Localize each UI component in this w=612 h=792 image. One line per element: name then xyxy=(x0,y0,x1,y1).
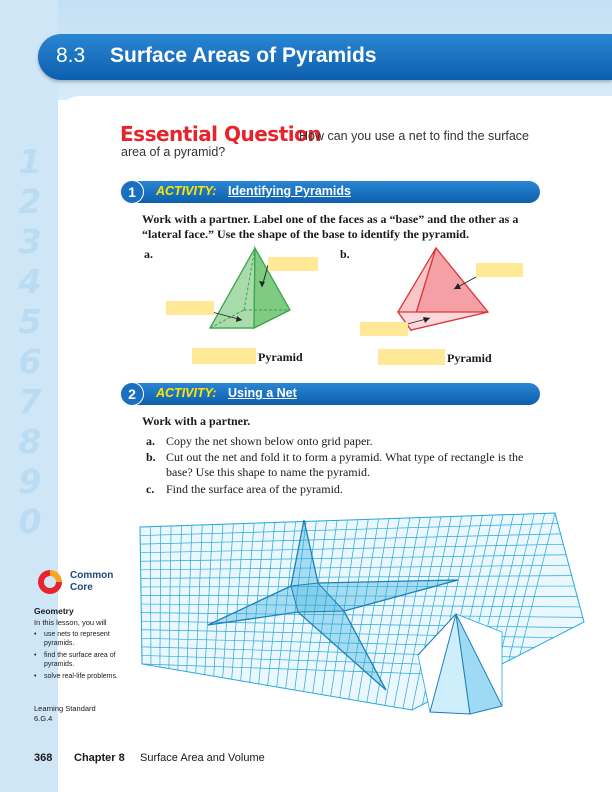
common-core-subject: Geometry xyxy=(34,606,74,616)
margin-digit: 0 xyxy=(18,502,42,541)
activity-2-number: 2 xyxy=(120,382,144,406)
step-letter: c. xyxy=(146,482,155,496)
section-title: Surface Areas of Pyramids xyxy=(110,44,377,67)
common-core-line-2: Core xyxy=(70,582,93,593)
margin-digit: 2 xyxy=(18,182,42,221)
common-core-standard xyxy=(34,704,96,724)
margin-digit: 7 xyxy=(18,382,42,421)
step-letter: a. xyxy=(146,434,155,448)
step-letter: b. xyxy=(146,450,156,464)
step-text: Cut out the net and fold it to form a pyramid. What type of rectangle is the base? Use this shape to name the pyramid. xyxy=(166,450,524,479)
margin-digit: 3 xyxy=(18,222,42,261)
step-text: Copy the net shown below onto grid paper. xyxy=(166,434,373,448)
learning-standard-label: Learning Standard xyxy=(34,704,96,713)
essential-question-label: Essential Question xyxy=(120,122,322,146)
item-b-letter: b. xyxy=(340,247,350,261)
red-pyramid-label: Pyramid xyxy=(447,351,492,365)
common-core-bullet: • find the surface area of pyramids. xyxy=(34,651,134,669)
activity-1-title: Identifying Pyramids xyxy=(228,184,351,198)
learning-standard-code: 6.G.4 xyxy=(34,714,53,723)
margin-digit: 4 xyxy=(18,262,42,301)
margin-digit: 6 xyxy=(18,342,42,381)
common-core-logo-text xyxy=(70,570,113,594)
common-core-bullet: • solve real-life problems. xyxy=(34,672,134,681)
item-a-letter: a. xyxy=(144,247,153,261)
section-number: 8.3 xyxy=(56,44,86,67)
essential-question-text: How can you use a net to find the surface area of a pyramid? xyxy=(121,129,529,159)
activity-1-number: 1 xyxy=(120,180,144,204)
margin-digit: 9 xyxy=(18,462,42,501)
activity-2-title: Using a Net xyxy=(228,386,297,400)
footer-chapter: Chapter 8 xyxy=(74,752,125,764)
page-number: 368 xyxy=(34,752,53,764)
step-text: Find the surface area of the pyramid. xyxy=(166,482,343,496)
common-core-line-1: Common xyxy=(70,570,114,581)
footer-topic: Surface Area and Volume xyxy=(140,752,265,764)
common-core-bullet: • use nets to represent pyramids. xyxy=(34,630,134,648)
common-core-list xyxy=(34,630,134,684)
activity-2-intro: Work with a partner. xyxy=(142,414,251,428)
common-core-logo-icon xyxy=(36,568,64,596)
activity-2-label: ACTIVITY: xyxy=(156,386,217,400)
margin-digit: 8 xyxy=(18,422,42,461)
activity-1-instructions-line-1: Work with a partner. Label one of the faces as a “base” and the other as a xyxy=(142,212,519,226)
green-pyramid-label: Pyramid xyxy=(258,350,303,364)
activity-1-instructions-line-2: “lateral face.” Use the shape of the base to identify the pyramid. xyxy=(142,227,469,241)
margin-digit: 1 xyxy=(18,142,42,181)
activity-1-label: ACTIVITY: xyxy=(156,184,217,198)
common-core-intro: In this lesson, you will xyxy=(34,618,107,627)
margin-digit: 5 xyxy=(18,302,42,341)
